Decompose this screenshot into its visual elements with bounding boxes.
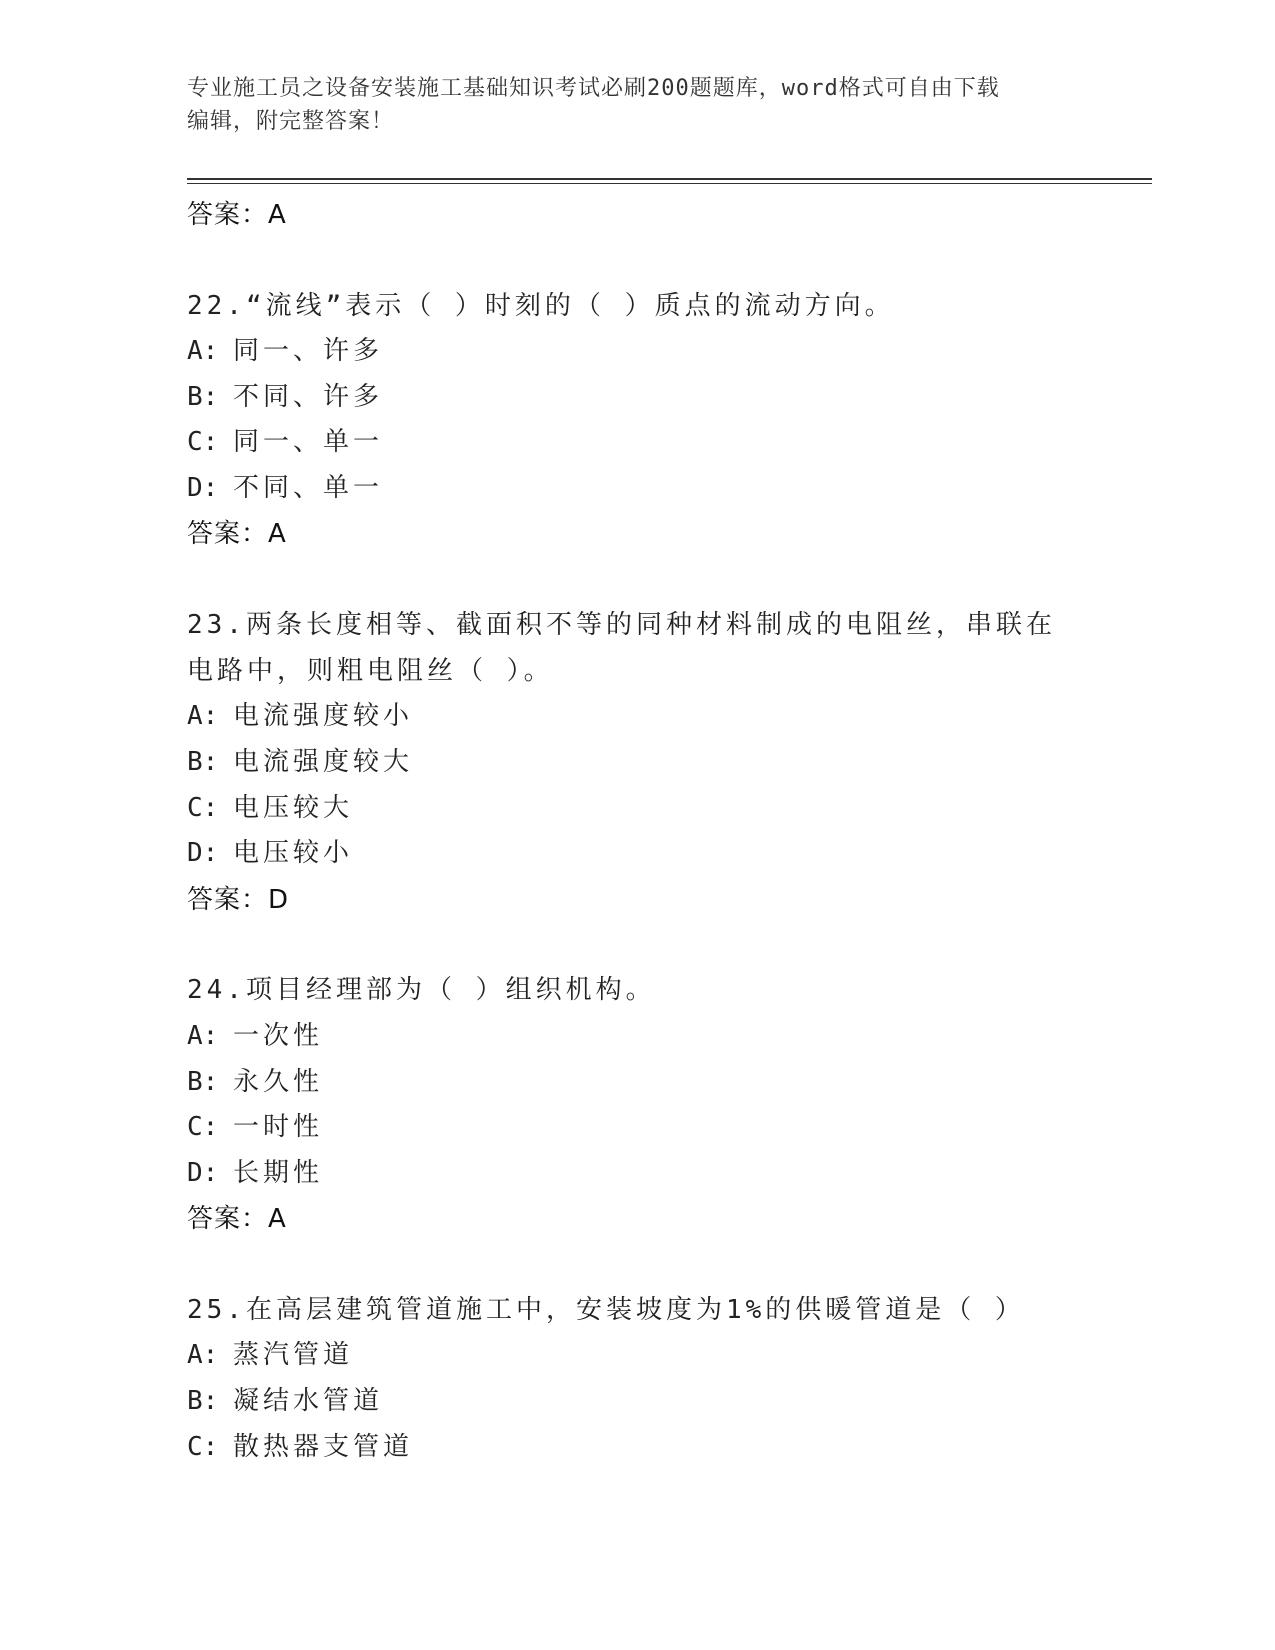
document-header [187,72,1067,138]
header-divider-thin [187,183,1152,184]
question-block-22 [187,284,1087,558]
option-letter: C: [187,427,219,458]
answer-value: A [268,199,287,230]
answer-line [187,1196,1087,1242]
option-letter: B: [187,1066,219,1097]
option-letter: D: [187,838,219,869]
option-c [187,1425,1087,1471]
option-text: 同一、许多 [233,336,384,367]
answer-line [187,877,1087,923]
option-text: 蒸汽管道 [233,1340,354,1371]
option-text: 一次性 [233,1020,324,1051]
option-d [187,1151,1087,1197]
question-text: 24.项目经理部为（ ）组织机构。 [187,975,656,1006]
option-letter: C: [187,1431,219,1462]
option-a [187,1333,1087,1379]
option-a [187,694,1087,740]
option-text: 一时性 [233,1112,324,1143]
answer-label: 答案： [187,199,269,230]
option-a [187,329,1087,375]
option-text: 永久性 [233,1066,324,1097]
question-block-24 [187,968,1087,1242]
option-b [187,1379,1087,1425]
question-text: 22.“流线”表示（ ）时刻的（ ）质点的流动方向。 [187,290,895,321]
option-a [187,1014,1087,1060]
option-c [187,1105,1087,1151]
answer-label: 答案： [187,884,269,915]
option-text: 不同、单一 [233,472,384,503]
question-text: 25.在高层建筑管道施工中，安装坡度为1%的供暖管道是（ ） [187,1294,1025,1325]
header-divider-thick [187,178,1152,180]
header-title-line-2: 编辑，附完整答案！ [187,109,395,134]
option-text: 电压较大 [233,792,354,823]
option-c [187,786,1087,832]
option-letter: A: [187,1020,219,1051]
question-list [187,192,1087,1470]
answer-value: A [268,519,287,550]
option-letter: D: [187,472,219,503]
answer-label: 答案： [187,519,269,550]
option-letter: B: [187,1386,219,1417]
option-letter: B: [187,381,219,412]
option-text: 电流强度较大 [233,746,414,777]
answer-value: D [268,884,290,915]
option-b [187,1060,1087,1106]
option-letter: A: [187,701,219,732]
option-c [187,420,1087,466]
option-d [187,831,1087,877]
option-letter: C: [187,1112,219,1143]
option-text: 不同、许多 [233,381,384,412]
header-title-line-1: 专业施工员之设备安装施工基础知识考试必刷200题题库，word格式可自由下载 [187,76,1000,101]
answer-label: 答案： [187,1204,269,1235]
option-text: 散热器支管道 [233,1431,414,1462]
option-letter: C: [187,792,219,823]
option-text: 电压较小 [233,838,354,869]
option-d [187,466,1087,512]
option-b [187,375,1087,421]
option-text: 凝结水管道 [233,1386,384,1417]
question-block-25 [187,1288,1087,1470]
option-text: 同一、单一 [233,427,384,458]
option-text: 长期性 [233,1157,324,1188]
option-letter: D: [187,1157,219,1188]
option-letter: B: [187,746,219,777]
answer-line [187,192,1087,238]
question-text: 23.两条长度相等、截面积不等的同种材料制成的电阻丝，串联在电路中，则粗电阻丝（ ）。 [187,610,1056,686]
option-text: 电流强度较小 [233,701,414,732]
question-block-23 [187,603,1087,922]
answer-line [187,512,1087,558]
option-letter: A: [187,336,219,367]
answer-value: A [268,1204,287,1235]
option-b [187,740,1087,786]
option-letter: A: [187,1340,219,1371]
